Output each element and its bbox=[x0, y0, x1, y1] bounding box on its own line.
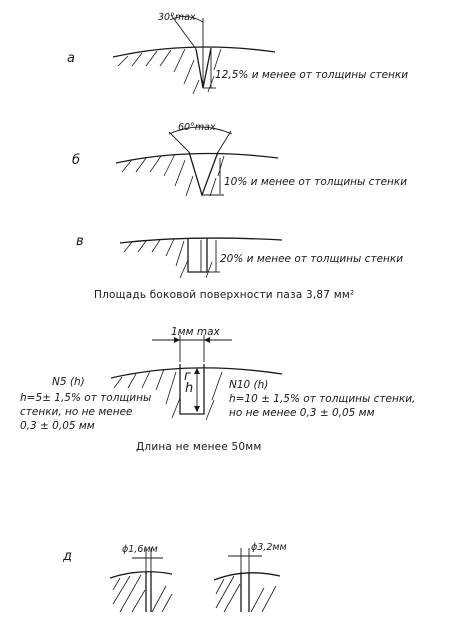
wall-surface-a bbox=[113, 47, 275, 57]
label-a: а bbox=[67, 51, 75, 66]
n5-line-2: стенки, но не менее bbox=[20, 406, 133, 418]
figure-g bbox=[20, 326, 415, 453]
label-d: д bbox=[63, 549, 72, 564]
hatching-d2 bbox=[216, 576, 276, 612]
h-arrow-bottom bbox=[194, 406, 200, 412]
depth-label-a: 12,5% и менее от толщины стенки bbox=[215, 69, 409, 81]
wall-surface-d1 bbox=[110, 572, 172, 578]
label-v: в bbox=[76, 234, 84, 249]
figure-b bbox=[72, 122, 407, 196]
n5-title: N5 (h) bbox=[52, 376, 85, 388]
n10-line-1: h=10 ± 1,5% от толщины стенки, bbox=[229, 393, 416, 405]
angle-label-b: 60°max bbox=[178, 122, 216, 133]
angle-line-b-right bbox=[218, 131, 231, 152]
depth-label-b: 10% и менее от толщины стенки bbox=[224, 176, 408, 188]
hatching-d1 bbox=[113, 575, 172, 612]
n10-line-2: но не менее 0,3 ± 0,05 мм bbox=[229, 407, 375, 419]
figure-v bbox=[76, 234, 403, 301]
label-g: г bbox=[184, 369, 191, 384]
length-caption-g: Длина не менее 50мм bbox=[136, 441, 262, 453]
wall-surface-b bbox=[116, 154, 278, 163]
area-caption-v: Площадь боковой поверхности паза 3,87 мм² bbox=[94, 289, 355, 301]
width-label-g: 1мм max bbox=[171, 326, 220, 338]
label-b: б bbox=[72, 153, 81, 168]
figure-d bbox=[62, 542, 287, 612]
hole2-label: ϕ3,2мм bbox=[251, 542, 287, 553]
notch-b bbox=[189, 152, 218, 195]
h-label-g: h bbox=[185, 381, 194, 396]
depth-label-v: 20% и менее от толщины стенки bbox=[220, 253, 404, 265]
figure-a bbox=[67, 12, 408, 94]
n5-line-1: h=5± 1,5% от толщины bbox=[20, 392, 152, 404]
h-arrow-top bbox=[194, 368, 200, 374]
slot-v bbox=[188, 238, 207, 272]
hatching-a bbox=[118, 49, 221, 94]
wall-surface-d2 bbox=[214, 573, 280, 580]
hatching-b bbox=[122, 154, 224, 196]
n10-title: N10 (h) bbox=[229, 379, 269, 391]
n5-line-3: 0,3 ± 0,05 мм bbox=[20, 420, 95, 432]
angle-line-b-left bbox=[169, 132, 189, 152]
hole1-label: ϕ1,6мм bbox=[122, 544, 158, 555]
angle-label-a: 30°max bbox=[158, 12, 196, 23]
